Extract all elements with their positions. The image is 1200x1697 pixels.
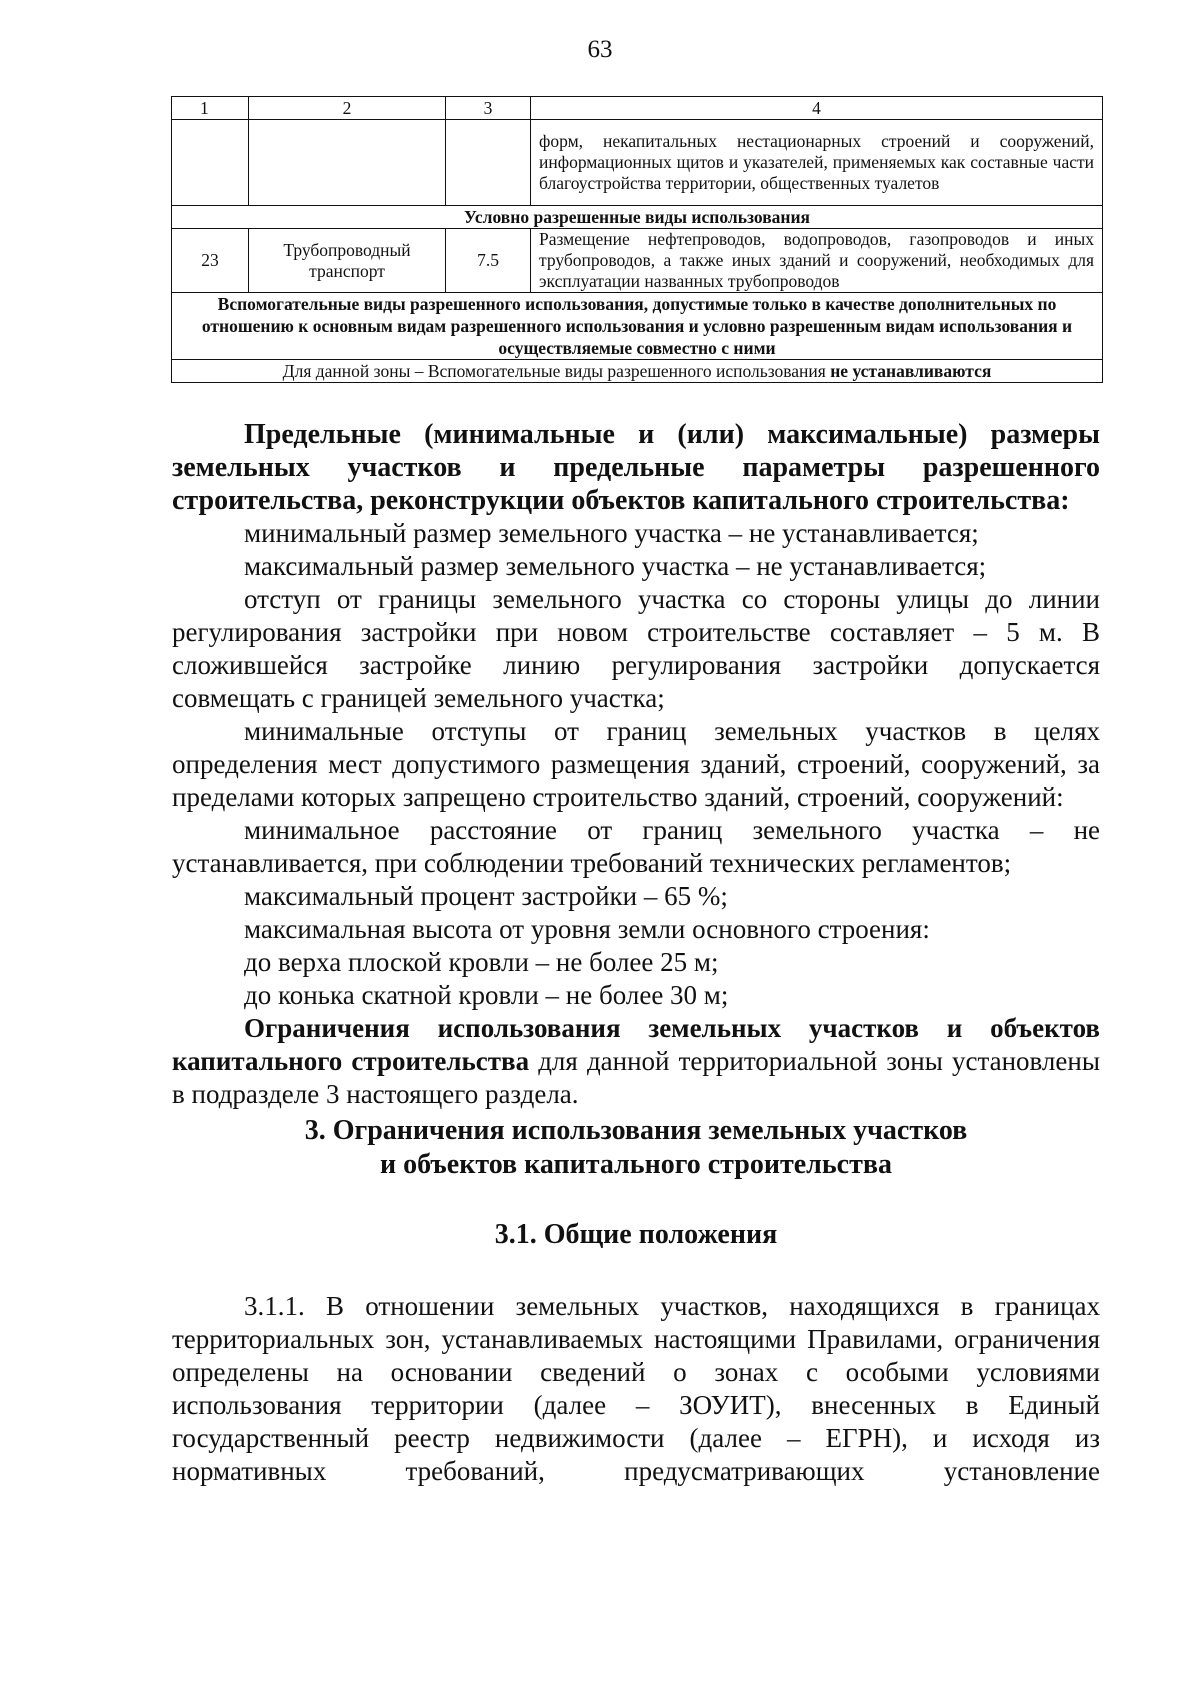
limits-heading: Предельные (минимальные и (или) максимальные) размеры земельных участков и предельные параметры разрешенного строительства, реконструкции объектов капитального строительства: — [172, 419, 1100, 516]
limit-item: минимальное расстояние от границ земельного участка – не устанавливается, при соблюдении требований технических регламентов; — [172, 815, 1100, 878]
limit-item: отступ от границы земельного участка со стороны улицы до линии регулирования застройки при новом строительстве составляет – 5 м. В сложившейся застройке линию регулирования застройки допускается совмещать с границей земельного участка; — [172, 584, 1100, 713]
conditional-section-row — [172, 206, 1103, 229]
auxiliary-section-title: Вспомогательные виды разрешенного использования, допустимые только в качестве дополнительных по отношению к основным видам разрешенного использования и условно разрешенным видам использования и осуществляемые совместно с ними — [172, 293, 1103, 360]
section-3-title-line-1: 3. Ограничения использования земельных участков — [304, 1115, 968, 1146]
auxiliary-section-row — [172, 293, 1103, 360]
table-row — [172, 229, 1103, 293]
use-type-description: Размещение нефтепроводов, водопроводов, газопроводов и иных трубопроводов, а также иных зданий и сооружений, необходимых для эксплуатации названных трубопроводов — [531, 229, 1103, 293]
restriction-rest: для данной территориальной зоны установлены в подразделе 3 настоящего раздела. — [172, 1046, 1100, 1109]
limit-item: максимальный процент застройки – 65 %; — [244, 881, 728, 911]
section-3-title-line-2: и объектов капитального строительства — [380, 1149, 892, 1180]
restriction-paragraph — [172, 1012, 1100, 1111]
limit-item: до конька скатной кровли – не более 30 м; — [244, 980, 729, 1010]
section-3-title — [172, 1114, 1100, 1182]
page-number: 63 — [587, 36, 613, 63]
zone-note-bold: не устанавливаются — [830, 360, 992, 381]
section-3-1-1-block — [172, 1290, 1100, 1488]
empty-cell — [249, 120, 446, 206]
limit-item: максимальная высота от уровня земли основного строения: — [244, 914, 930, 944]
header-col-4: 4 — [531, 97, 1103, 120]
zone-note — [172, 360, 1103, 383]
continued-description: форм, некапитальных нестационарных строений и сооружений, информационных щитов и указателей, применяемых как составные части благоустройства территории, общественных туалетов — [531, 120, 1103, 206]
limits-block — [172, 418, 1100, 1111]
row-number: 23 — [172, 229, 249, 293]
land-use-table — [171, 96, 1103, 383]
header-col-1: 1 — [172, 97, 249, 120]
zone-note-row — [172, 360, 1103, 383]
limit-item: до верха плоской кровли – не более 25 м; — [244, 947, 719, 977]
zone-note-prefix: Для данной зоны – Вспомогательные виды разрешенного использования — [282, 360, 831, 381]
restriction-bold: Ограничения использования земельных участков и объектов капитального строительства — [172, 1013, 1100, 1076]
limit-item: максимальный размер земельного участка – не устанавливается; — [244, 551, 987, 581]
header-col-3: 3 — [446, 97, 531, 120]
section-3-1-title: 3.1. Общие положения — [494, 1219, 778, 1250]
use-type-code: 7.5 — [446, 229, 531, 293]
limit-item: минимальный размер земельного участка – не устанавливается; — [244, 518, 979, 548]
limit-item: минимальные отступы от границ земельных участков в целях определения мест допустимого размещения зданий, строений, сооружений, за пределами которых запрещено строительство зданий, строений, сооружений: — [172, 716, 1100, 812]
empty-cell — [446, 120, 531, 206]
table-row — [172, 120, 1103, 206]
paragraph-3-1-1: 3.1.1. В отношении земельных участков, находящихся в границах территориальных зон, устанавливаемых настоящими Правилами, ограничения определены на основании сведений о зонах с особыми условиями использования территории (далее – ЗОУИТ), внесенных в Единый государственный реестр недвижимости (далее – ЕГРН), и исходя из нормативных требований, предусматривающих установление — [172, 1291, 1100, 1486]
table-header-row — [172, 97, 1103, 120]
empty-cell — [172, 120, 249, 206]
use-type-name: Трубопроводный транспорт — [249, 229, 446, 293]
header-col-2: 2 — [249, 97, 446, 120]
conditional-section-title: Условно разрешенные виды использования — [172, 206, 1103, 229]
